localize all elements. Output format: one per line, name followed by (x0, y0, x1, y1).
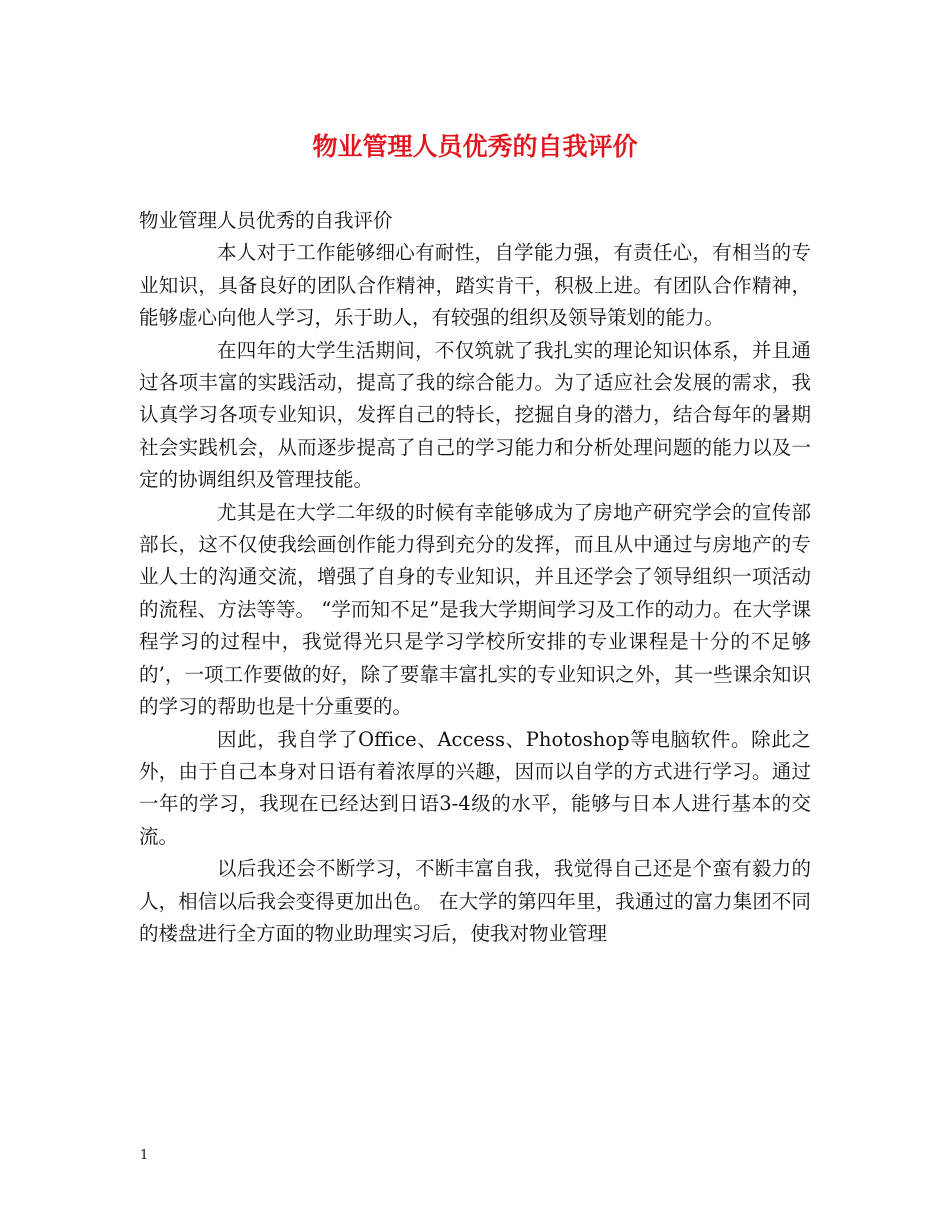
section-heading: 物业管理人员优秀的自我评价 (139, 209, 393, 232)
paragraph-3: 尤其是在大学二年级的时候有幸能够成为了房地产研究学会的宣传部部长，这不仅使我绘画创作能力得到充分的发挥，而且从中通过与房地产的专业人士的沟通交流，增强了自身的专业知识，并且还学会了领导组织一项活动的流程、方法等等。 “学而知不足”是我大学期间学习及工作的动力。在大学课程学习的过程中，我觉得光只是学习学校所安排的专业课程是十分的不足够的’，一项工作要做的好，除了要靠丰富扎实的专业知识之外，其一些课余知识的学习的帮助也是十分重要的。 (139, 500, 811, 719)
paragraph-5: 以后我还会不断学习，不断丰富自我，我觉得自己还是个蛮有毅力的人，相信以后我会变得更加出色。 在大学的第四年里，我通过的富力集团不同的楼盘进行全方面的物业助理实习后，使我对物业管理 (139, 857, 811, 945)
paragraph-2: 在四年的大学生活期间，不仅筑就了我扎实的理论知识体系，并且通过各项丰富的实践活动，提高了我的综合能力。为了适应社会发展的需求，我认真学习各项专业知识，发挥自己的特长，挖掘自身的潜力，结合每年的暑期社会实践机会，从而逐步提高了自己的学习能力和分析处理问题的能力以及一定的协调组织及管理技能。 (139, 338, 811, 492)
paragraph-4: 因此，我自学了Office、Access、Photoshop等电脑软件。除此之外，由于自己本身对日语有着浓厚的兴趣，因而以自学的方式进行学习。通过一年的学习，我现在已经达到日语3-4级的水平，能够与日本人进行基本的交流。 (139, 727, 811, 848)
paragraph-1: 本人对于工作能够细心有耐性，自学能力强，有责任心，有相当的专业知识，具备良好的团队合作精神，踏实肯干，积极上进。有团队合作精神，能够虚心向他人学习，乐于助人，有较强的组织及领导策划的能力。 (139, 241, 811, 330)
document-title: 物业管理人员优秀的自我评价 (312, 132, 638, 161)
page-number: 1 (140, 1148, 149, 1163)
document-body (139, 205, 811, 950)
